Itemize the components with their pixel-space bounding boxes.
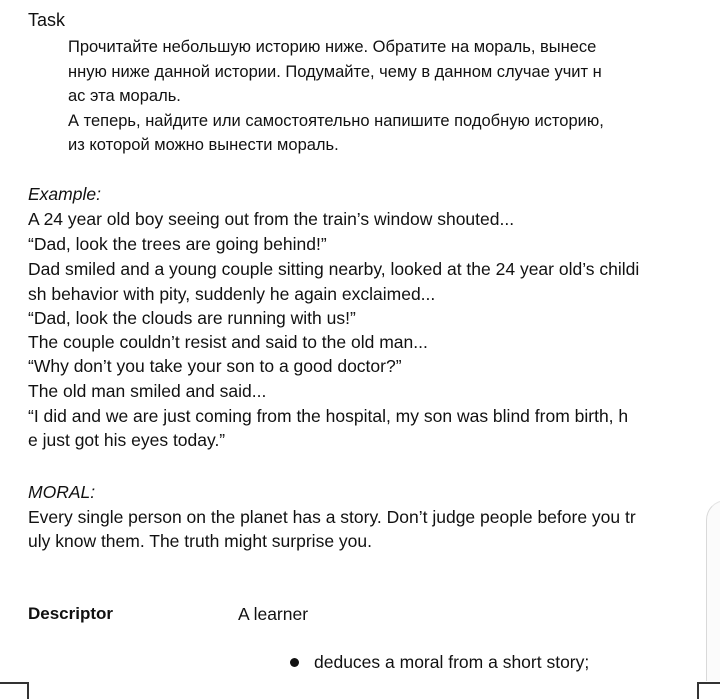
descriptor-item-text: deduces a moral from a short story; [314,652,590,672]
learner-label: A learner [238,604,309,624]
task-line: нную ниже данной истории. Подумайте, чему в данном случае учит н [68,63,602,81]
task-title: Task [28,10,66,30]
task-line: А теперь, найдите или самостоятельно напишите подобную историю, [68,112,604,130]
story-line: sh behavior with pity, suddenly he again exclaimed... [28,284,436,304]
page-edge-shadow [706,500,720,681]
story-line: “Why don’t you take your son to a good doctor?” [28,356,402,376]
task-line: из которой можно вынести мораль. [68,136,339,154]
story-line: A 24 year old boy seeing out from the train’s window shouted... [28,209,515,229]
table-corner-left [27,682,29,699]
task-line: ас эта мораль. [68,87,181,105]
story-line: “Dad, look the clouds are running with us!” [28,308,356,328]
table-corner-left-top [0,682,29,684]
story-line: e just got his eyes today.” [28,430,226,450]
bullet-icon [290,658,299,667]
example-label: Example: [28,184,101,204]
story-line: The couple couldn’t resist and said to the old man... [28,332,428,352]
story-line: “Dad, look the trees are going behind!” [28,234,327,254]
story-line: The old man smiled and said... [28,381,267,401]
moral-line: uly know them. The truth might surprise you. [28,531,372,551]
table-corner-right-top [697,682,720,684]
moral-label: MORAL: [28,482,96,502]
task-line: Прочитайте небольшую историю ниже. Обратите на мораль, вынесе [68,38,597,56]
moral-line: Every single person on the planet has a story. Don’t judge people before you tr [28,507,636,527]
table-corner-right [697,682,699,699]
story-line: Dad smiled and a young couple sitting nearby, looked at the 24 year old’s childi [28,259,640,279]
descriptor-label: Descriptor [28,604,114,623]
story-line: “I did and we are just coming from the hospital, my son was blind from birth, h [28,406,629,426]
